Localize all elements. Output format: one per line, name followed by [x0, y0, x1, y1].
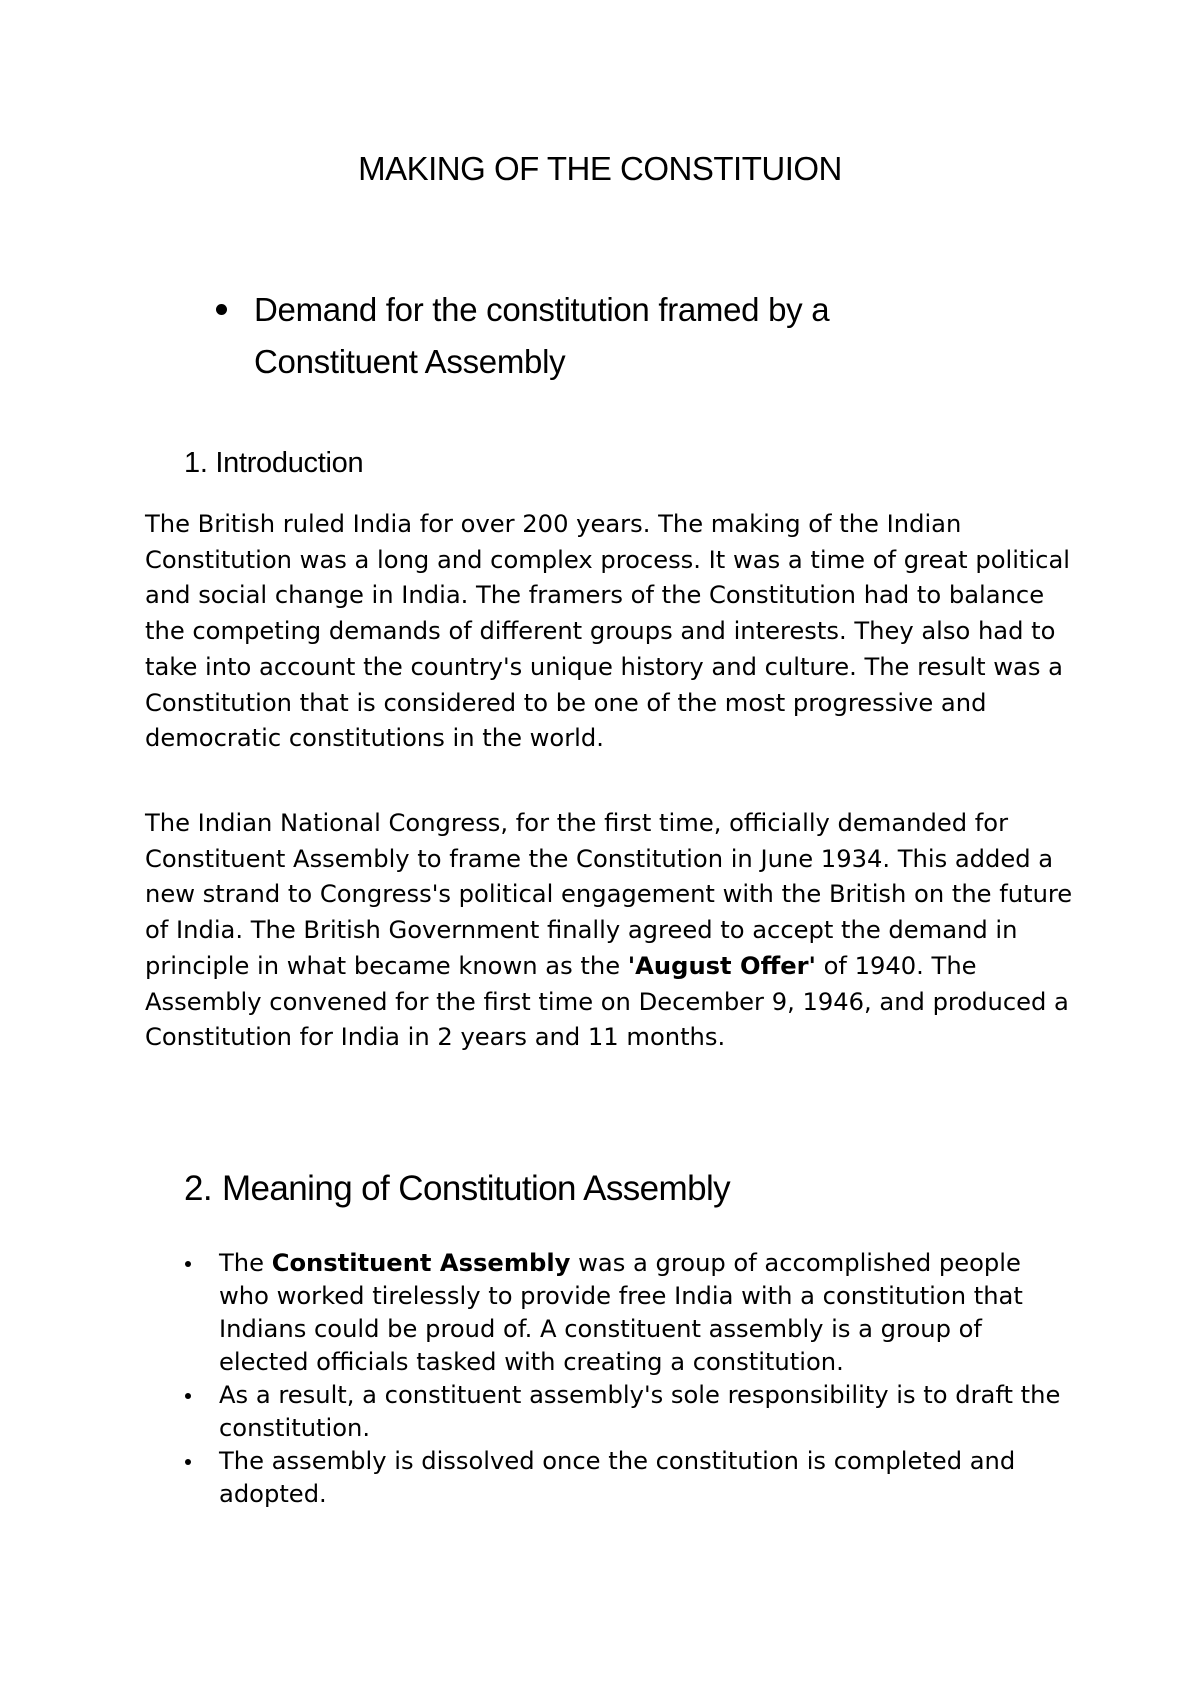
assembly-bullet-list [183, 1247, 1063, 1511]
section-2-number: 2. [184, 1169, 212, 1208]
bullet-icon [185, 1261, 191, 1267]
list-item-text: was a group of accomplished people who worked tirelessly to provide free India with a constitution that Indians could be proud of. A constituent assembly is a group of elected officials tasked with creating a constitution. [219, 1249, 1023, 1376]
intro-paragraph-1: The British ruled India for over 200 years. The making of the Indian Constitution was a long and complex process. It was a time of great political and social change in India. The framers of the Constitution had to balance the competing demands of different groups and interests. They also had to take into account the country's unique history and culture. The result was a Constitution that is considered to be one of the most progressive and democratic constitutions in the world. [145, 510, 1070, 753]
top-bullet-text: Demand for the constitution framed by a Constituent Assembly [254, 291, 830, 380]
section-2-title: Meaning of Constitution Assembly [222, 1169, 731, 1208]
list-item-text: The [219, 1249, 272, 1277]
document-title: MAKING OF THE CONSTITUION [358, 150, 842, 187]
list-item [183, 1379, 1063, 1445]
list-item-text: As a result, a constituent assembly's sole responsibility is to draft the constitution. [219, 1381, 1061, 1442]
list-item [183, 1247, 1063, 1379]
paragraph-2-text-a: The Indian National Congress, for the first time, officially demanded for Constituent Assembly to frame the Constitution in June 1934. This added a new strand to Congress's political engagement with the British on the future of India. The British Government finally agreed to accept the demand in principle in what became known as the [145, 809, 1073, 980]
top-bullet-item [216, 284, 996, 388]
section-2-heading [184, 1169, 730, 1209]
section-1-number: 1. [184, 447, 208, 479]
section-1-heading [184, 447, 363, 480]
section-1-title: Introduction [215, 447, 364, 479]
bullet-icon [185, 1393, 191, 1399]
constituent-assembly-term: Constituent Assembly [271, 1249, 571, 1277]
bullet-icon [185, 1459, 191, 1465]
paragraph-2-text-b: of 1940. The Assembly convened for the first time on December 9, 1946, and produced a Constitution for India in 2 years and 11 months. [145, 951, 1069, 1052]
bullet-icon [216, 304, 227, 315]
august-offer-term: 'August Offer' [627, 951, 816, 980]
list-item [183, 1445, 1063, 1511]
list-item-text: The assembly is dissolved once the constitution is completed and adopted. [219, 1447, 1016, 1508]
intro-paragraph-2 [145, 806, 1075, 1056]
